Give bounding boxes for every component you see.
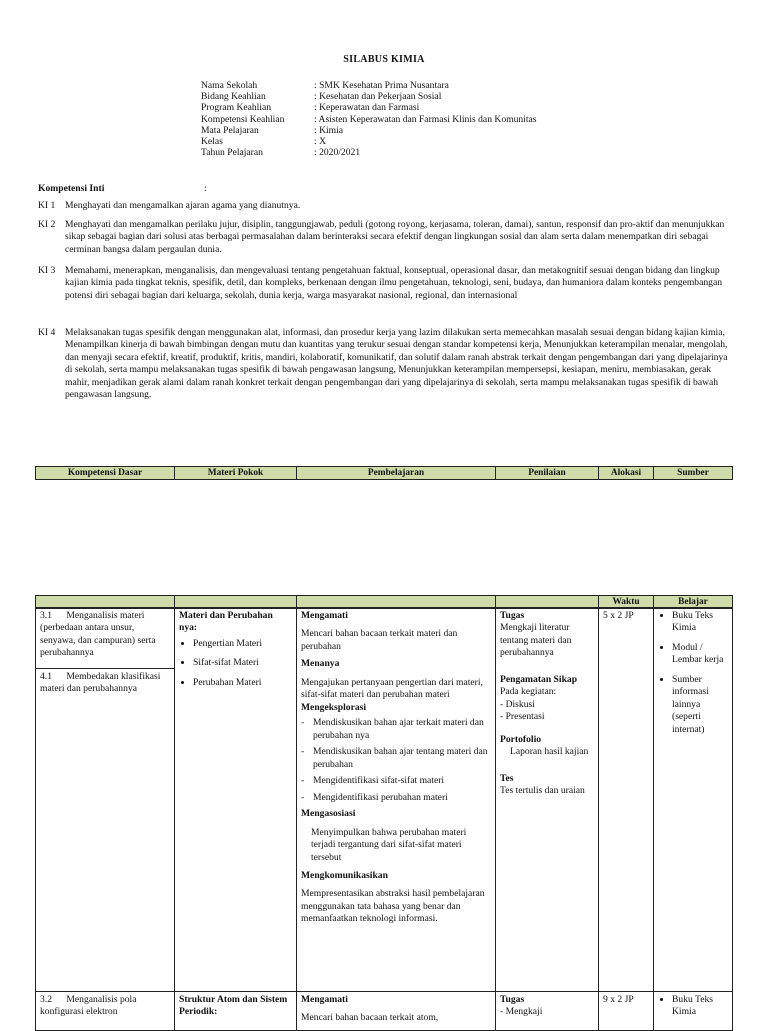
page-title: SILABUS KIMIA bbox=[343, 54, 425, 65]
list-item: - Mendiskusikan bahan ajar terkait materi dan perubahan nya bbox=[301, 717, 491, 742]
list-item: • Perubahan Materi bbox=[193, 677, 292, 689]
ki-text: Melaksanakan tugas spesifik dengan menggunakan alat, informasi, dan prosedur kerja yang lazim dilakukan serta memecahkan masalah sesuai dengan bidang kajian kimia, Menampilkan kinerja di bawah bimbingan dengan mutu dan kuantitas yang terukur sesuai dengan standar kompetensi kerja, Menunjukkan keterampilan menalar, mengolah, dan menyaji secara efektif, kreatif, produktif, kritis, mandiri, kolaboratif, komunikatif, dan solutif dalam ranah abstrak terkait dengan pengembangan dari yang dipelajarinya di sekolah, serta mampu melaksanakan tugas spesifik di bawah pengawasan langsung, Menunjukkan keterampilan mempersepsi, kesiapan, meniru, membiasakan, gerak mahir, menjadikan gerak alami dalam ranah konkret terkait dengan pengembangan dari yang dipelajarinya di sekolah, serta mampu melaksanakan tugas spesifik di bawah pengawasan langsung. bbox=[65, 327, 728, 401]
list-item: • Sifat-sifat Materi bbox=[193, 657, 292, 669]
header-penilaian: Penilaian bbox=[496, 467, 599, 479]
dash-text: Mendiskusikan bahan ajar tentang materi dan perubahan bbox=[313, 746, 488, 770]
info-label: Mata Pelajaran bbox=[201, 124, 259, 136]
table-header bbox=[35, 466, 733, 480]
ki-label: KI 1 bbox=[38, 200, 56, 211]
assessment-text: Pada kegiatan: bbox=[500, 686, 557, 698]
assessment-heading: Portofolio bbox=[500, 733, 542, 745]
ki-item bbox=[38, 265, 730, 302]
table-cell-pembelajaran bbox=[296, 991, 496, 1031]
ki-label: KI 4 bbox=[38, 327, 56, 338]
info-label: Bidang Keahlian bbox=[201, 91, 266, 103]
step-heading: Mengeksplorasi bbox=[301, 701, 367, 713]
assessment-text: - Mengkaji bbox=[500, 1006, 543, 1018]
list-item: - Diskusi bbox=[500, 698, 535, 710]
kd-number: 4.1 bbox=[40, 671, 52, 682]
info-value: : X bbox=[314, 136, 326, 147]
assessment-heading: Tugas bbox=[500, 994, 525, 1005]
table-cell-kd bbox=[35, 991, 175, 1031]
list-item: • Pengertian Materi bbox=[193, 638, 292, 650]
info-value: : Keperawatan dan Farmasi bbox=[314, 102, 419, 113]
step-text: Mengajukan pertanyaan pengertian dari materi, sifat-sifat materi dan perubahan materi bbox=[301, 676, 483, 701]
assessment-heading: Pengamatan Sikap bbox=[500, 673, 578, 685]
header2-belajar: Belajar bbox=[678, 597, 708, 607]
table-cell-penilaian bbox=[495, 991, 599, 1031]
header-alokasi: Alokasi bbox=[599, 467, 654, 479]
source-list bbox=[658, 610, 728, 736]
info-row bbox=[201, 102, 537, 113]
list-item: - Mengidentifikasi perubahan materi bbox=[301, 791, 448, 803]
table-cell-kd bbox=[35, 607, 175, 669]
header-kompetensi-dasar: Kompetensi Dasar bbox=[36, 467, 175, 479]
materi-title: Struktur Atom dan Sistem Periodik: bbox=[179, 994, 288, 1018]
table-cell-alokasi bbox=[598, 991, 654, 1031]
step-heading: Mengasosiasi bbox=[301, 808, 356, 820]
table-cell-pembelajaran bbox=[296, 607, 496, 992]
ki-heading-text: Kompetensi Inti bbox=[38, 183, 105, 194]
materi-title: Materi dan Perubahan nya: bbox=[179, 610, 273, 634]
kd-number: 3.1 bbox=[40, 610, 52, 621]
kd-text: Menganalisis pola konfigurasi elektron bbox=[40, 994, 137, 1018]
info-label: Kompetensi Keahlian bbox=[201, 113, 285, 125]
list-item: - Presentasi bbox=[500, 711, 545, 723]
step-text: Menyimpulkan bahwa perubahan materi terjadi tergantung dari sifat-sifat materi tersebut bbox=[311, 826, 467, 863]
info-row bbox=[201, 147, 537, 158]
info-value: : 2020/2021 bbox=[314, 147, 360, 158]
info-row bbox=[201, 136, 537, 147]
syllabus-table bbox=[35, 607, 733, 1027]
assessment-text: Mengkaji literatur tentang materi dan perubahannya bbox=[500, 622, 572, 659]
header-sumber: Sumber bbox=[677, 468, 709, 478]
list-item: - Mendiskusikan bahan ajar tentang materi dan perubahan bbox=[301, 746, 491, 771]
school-info bbox=[201, 80, 537, 158]
step-heading: Mengamati bbox=[301, 610, 348, 621]
step-heading: Mengamati bbox=[301, 994, 348, 1005]
header2-waktu: Waktu bbox=[599, 596, 654, 608]
table-cell-materi bbox=[174, 991, 297, 1031]
info-value: : Kesehatan dan Pekerjaan Sosial bbox=[314, 91, 441, 102]
dash-text: Mengidentifikasi perubahan materi bbox=[313, 791, 448, 803]
header-materi-pokok: Materi Pokok bbox=[175, 467, 297, 479]
kd-number: 3.2 bbox=[40, 994, 52, 1005]
kd-text: Membedakan klasifikasi materi dan perubahannya bbox=[40, 671, 161, 695]
list-item: • Buku Teks Kimia bbox=[672, 610, 728, 635]
ki-text: Menghayati dan mengamalkan perilaku jujur, disiplin, tanggungjawab, peduli (gotong royong, kerjasama, toleran, damai), santun, responsif dan pro-aktif dan menunjukkan sikap sebagai bagian dari solusi atas berbagai permasalahan dalam berinteraksi secara efektif dengan lingkungan sosial dan alam serta dalam menempatkan diri sebagai cerminan bangsa dalam pergaulan dunia. bbox=[65, 219, 725, 255]
dash-text: Mengidentifikasi sifat-sifat materi bbox=[313, 775, 445, 787]
list-item: • Modul / Lembar kerja bbox=[672, 642, 728, 667]
header-pembelajaran: Pembelajaran bbox=[297, 467, 496, 479]
step-text: Mencari bahan bacaan terkait atom, bbox=[301, 1012, 439, 1024]
ki-item bbox=[38, 327, 730, 402]
info-label: Program Keahlian bbox=[201, 102, 272, 114]
info-label: Kelas bbox=[201, 135, 223, 147]
table-cell-alokasi bbox=[598, 607, 654, 992]
table-cell-materi bbox=[174, 607, 297, 992]
ki-text: Memahami, menerapkan, menganalisis, dan mengevaluasi tentang pengetahuan faktual, konseptual, operasional dasar, dan metakognitif sesuai dengan bidang dan lingkup kajian kimia pada tingkat teknis, spesifik, detil, dan kompleks, berkenaan dengan ilmu pengetahuan, teknologi, seni, budaya, dan humaniora dalam konteks pengembangan potensi diri sebagai bagian dari keluarga, sekolah, dunia kerja, warga masyarakat nasional, regional, dan internasional bbox=[65, 265, 722, 301]
step-text: Mempresentasikan abstraksi hasil pembelajaran menggunakan tata bahasa yang benar dan memanfaatkan teknologi informasi. bbox=[301, 888, 485, 925]
ki-heading-colon: : bbox=[204, 183, 207, 194]
step-heading: Mengkomunikasikan bbox=[301, 869, 388, 881]
list-item: • Buku Teks Kimia bbox=[672, 994, 728, 1019]
ki-item bbox=[38, 219, 730, 256]
list-item: • Sumber informasi lainnya (seperti internat) bbox=[672, 674, 728, 736]
table-cell-sumber bbox=[653, 991, 733, 1031]
info-row bbox=[201, 80, 537, 91]
info-label: Nama Sekolah bbox=[201, 80, 258, 91]
table-cell-kd bbox=[35, 668, 175, 992]
kd-text: Menganalisis materi (perbedaan antara unsur, senyawa, dan campuran) serta perubahannya bbox=[40, 610, 156, 659]
info-value: : Asisten Keperawatan dan Farmasi Klinis dan Komunitas bbox=[314, 114, 537, 125]
ki-label: KI 3 bbox=[38, 265, 56, 276]
assessment-heading: Tes bbox=[500, 772, 514, 784]
ki-text: Menghayati dan mengamalkan ajaran agama yang dianutnya. bbox=[65, 200, 301, 211]
ki-label: KI 2 bbox=[38, 219, 56, 230]
ki-heading bbox=[38, 183, 207, 195]
info-row bbox=[201, 91, 537, 102]
table-cell-penilaian bbox=[495, 607, 599, 992]
time-allocation: 5 x 2 JP bbox=[603, 610, 634, 621]
list-item: - Mengidentifikasi sifat-sifat materi bbox=[301, 775, 445, 787]
source-list bbox=[658, 994, 728, 1019]
time-allocation: 9 x 2 JP bbox=[603, 994, 634, 1005]
table-cell-sumber bbox=[653, 607, 733, 992]
dash-text: Mendiskusikan bahan ajar terkait materi dan perubahan nya bbox=[313, 717, 484, 741]
step-heading: Menanya bbox=[301, 658, 340, 670]
info-row bbox=[201, 125, 537, 136]
ki-item bbox=[38, 200, 730, 212]
assessment-text: Tes tertulis dan uraian bbox=[500, 785, 585, 797]
materi-list bbox=[179, 638, 292, 689]
assessment-heading: Tugas bbox=[500, 610, 525, 621]
step-text: Mencari bahan bacaan terkait materi dan perubahan bbox=[301, 628, 458, 652]
assessment-text: Laporan hasil kajian bbox=[510, 746, 589, 758]
info-value: : SMK Kesehatan Prima Nusantara bbox=[314, 80, 449, 91]
info-label: Tahun Pelajaran bbox=[201, 147, 263, 159]
info-row bbox=[201, 114, 537, 125]
info-value: : Kimia bbox=[314, 125, 343, 136]
